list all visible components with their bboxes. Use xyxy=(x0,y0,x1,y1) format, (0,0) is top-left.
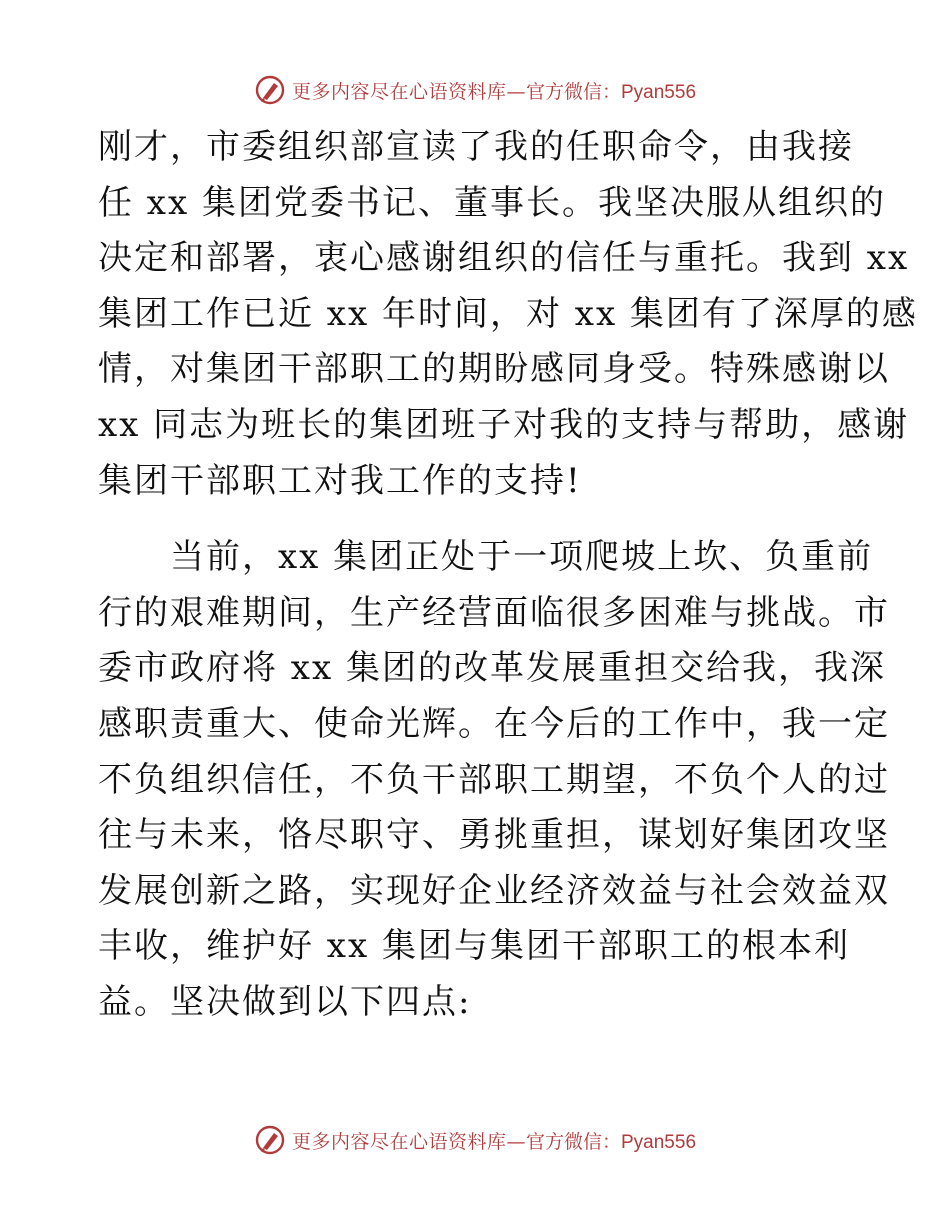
text-line: 集团工作已近 xx 年时间，对 xx 集团有了深厚的感 xyxy=(98,293,918,334)
text-line: 行的艰难期间，生产经营面临很多困难与挑战。市 xyxy=(98,592,890,633)
text-line: 丰收，维护好 xx 集团与集团干部职工的根本利 xyxy=(98,926,850,967)
paragraph-spacer xyxy=(98,509,858,530)
paragraph-2 xyxy=(98,530,890,1086)
text-line: 刚才，市委组织部宣读了我的任职命令，由我接 xyxy=(98,127,854,167)
watermark-contact: 官方微信：Pyan556 xyxy=(526,1131,697,1153)
text-line: 感职责重大、使命光辉。在今后的工作中，我一定 xyxy=(98,703,890,744)
pen-nib-logo-icon xyxy=(254,1124,286,1156)
text-line: 益。坚决做到以下四点: xyxy=(98,981,472,1022)
text-line: 委市政府将 xx 集团的改革发展重担交给我，我深 xyxy=(98,648,886,689)
text-line: 当前，xx 集团正处于一项爬坡上坎、负重前 xyxy=(98,537,874,578)
text-line: xx 同志为班长的集团班子对我的支持与帮助，感谢 xyxy=(98,404,910,445)
watermark-brand: 更多内容尽在心语资料库— xyxy=(291,80,526,103)
document-body xyxy=(98,120,918,1086)
text-line: 集团干部职工对我工作的支持! xyxy=(98,460,582,501)
watermark-brand: 更多内容尽在心语资料库— xyxy=(291,1130,526,1153)
text-line: 不负组织信任，不负干部职工期望，不负个人的过 xyxy=(98,759,890,800)
paragraph-1 xyxy=(98,120,918,509)
watermark-contact: 官方微信：Pyan556 xyxy=(526,81,697,103)
footer-watermark xyxy=(0,1120,950,1160)
text-line xyxy=(98,1031,858,1087)
text-line: 情，对集团干部职工的期盼感同身受。特殊感谢以 xyxy=(98,349,890,390)
text-line: 任 xx 集团党委书记、董事长。我坚决服从组织的 xyxy=(98,182,886,223)
pen-nib-logo-icon xyxy=(254,74,286,106)
text-line: 决定和部署，衷心感谢组织的信任与重托。我到 xx xyxy=(98,238,910,279)
text-line: 往与未来，恪尽职守、勇挑重担，谋划好集团攻坚 xyxy=(98,815,890,856)
text-line: 发展创新之路，实现好企业经济效益与社会效益双 xyxy=(98,870,890,911)
header-watermark xyxy=(0,70,950,110)
